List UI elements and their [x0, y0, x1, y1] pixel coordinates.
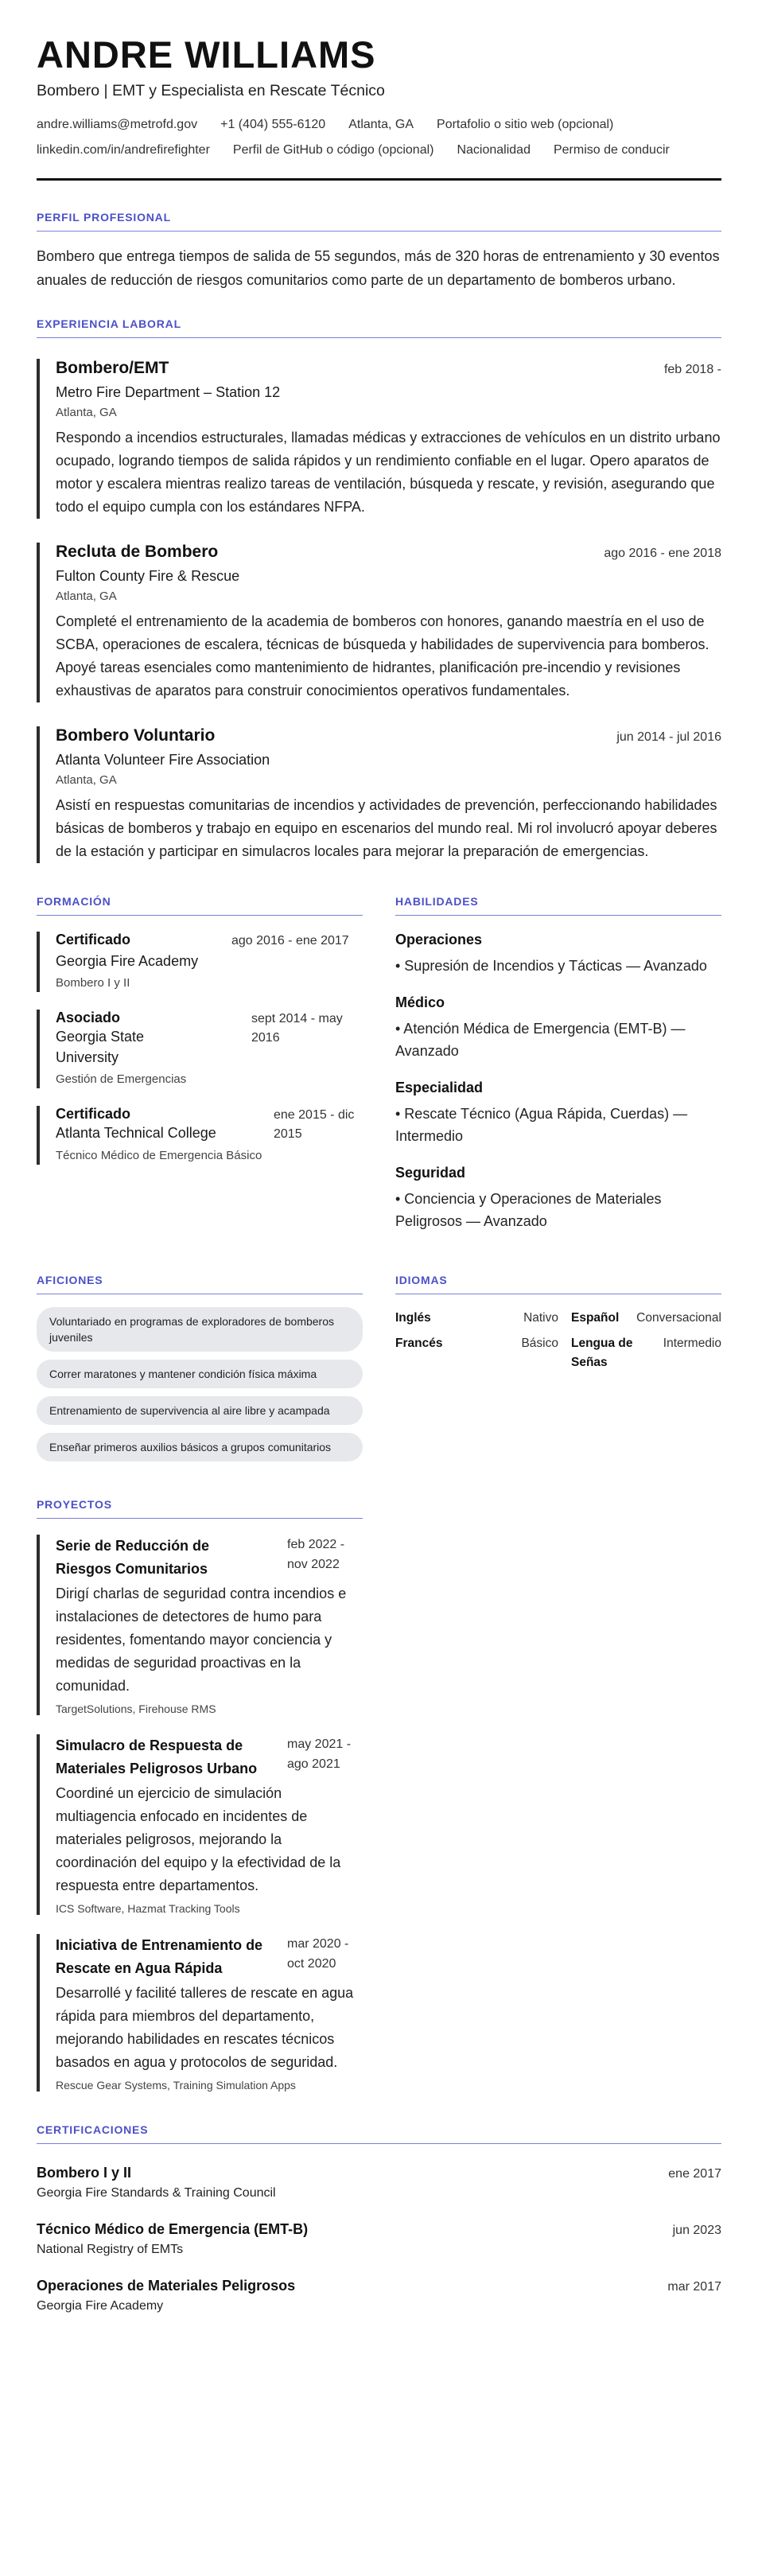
education-degree: Certificado	[56, 1106, 131, 1123]
skill-category: Médico	[395, 994, 445, 1011]
section-title-projects: PROYECTOS	[37, 1498, 363, 1519]
education-degree: Asociado	[56, 1010, 121, 1026]
certifications-section	[37, 2123, 721, 2313]
education-item	[37, 1010, 363, 1088]
language-row	[395, 1334, 721, 1372]
candidate-name: ANDRE WILLIAMS	[37, 33, 376, 76]
hobby-chip: Voluntariado en programas de exploradores de bomberos juveniles	[37, 1307, 363, 1352]
experience-company: Atlanta Volunteer Fire Association	[56, 752, 270, 769]
hobby-chip: Correr maratones y mantener condición física máxima	[37, 1360, 363, 1388]
certification-date: ene 2017	[668, 2167, 721, 2181]
language-level: Intermedio	[663, 1337, 721, 1351]
project-dates: mar 2020 - oct 2020	[287, 1937, 349, 1971]
experience-role: Recluta de Bombero	[56, 543, 219, 562]
hobby-chip: Entrenamiento de supervivencia al aire libre y acampada	[37, 1396, 363, 1425]
certification-name: Operaciones de Materiales Peligrosos	[37, 2278, 296, 2294]
experience-description: Completé el entrenamiento de la academia de bomberos con honores, ganando maestría en el uso de SCBA, operaciones de escalera, técnicas de búsqueda y habilidades de supervivencia para bomberos. Apoyé tareas esenciales como mantenimiento de hidrantes, planificación pre-incendio y revisiones exhaustivas de aparatos para construir conocimientos operativos fundamentales.	[56, 613, 709, 699]
certification-item	[37, 2165, 721, 2200]
contact-email[interactable]: andre.williams@metrofd.gov	[37, 118, 198, 132]
contact-portfolio[interactable]: Portafolio o sitio web (opcional)	[437, 118, 614, 132]
experience-description: Asistí en respuestas comunitarias de incendios y actividades de prevención, perfeccionando habilidades básicas de bomberos y trabajo en equipo en escenarios del mundo real. Mi rol involucró apoyar deberes de la estación y participar en simulacros locales para mejorar la preparación de emergencias.	[56, 797, 717, 860]
certification-name: Técnico Médico de Emergencia (EMT-B)	[37, 2221, 309, 2238]
candidate-headline: Bombero | EMT y Especialista en Rescate Técnico	[37, 82, 385, 100]
contact-location: Atlanta, GA	[348, 118, 414, 132]
section-title-education: FORMACIÓN	[37, 895, 363, 916]
language-name: Español	[571, 1311, 620, 1325]
skill-item: • Atención Médica de Emergencia (EMT-B) — Avanzado	[395, 1021, 686, 1060]
education-field: Gestión de Emergencias	[56, 1072, 187, 1087]
contact-list	[37, 118, 721, 158]
project-item	[37, 1934, 363, 2092]
project-tools: Rescue Gear Systems, Training Simulation Apps	[56, 2079, 296, 2092]
language-name: Lengua de Señas	[571, 1337, 633, 1370]
experience-item	[37, 543, 721, 702]
project-description: Dirigí charlas de seguridad contra incendios e instalaciones de detectores de humo para residentes, fomentando mayor conciencia y medidas de seguridad proactivas en la comunidad.	[56, 1586, 347, 1695]
project-tools: ICS Software, Hazmat Tracking Tools	[56, 1902, 240, 1916]
skill-group	[395, 994, 721, 1062]
education-dates: ago 2016 - ene 2017	[231, 934, 349, 948]
experience-location: Atlanta, GA	[56, 590, 117, 604]
education-dates: sept 2014 - may 2016	[251, 1012, 343, 1045]
skill-group	[395, 1165, 721, 1232]
language-level: Nativo	[523, 1311, 558, 1325]
education-school: Georgia State University	[56, 1029, 145, 1066]
certification-name: Bombero I y II	[37, 2165, 132, 2181]
profile-section	[37, 211, 721, 292]
experience-role: Bombero Voluntario	[56, 726, 216, 745]
experience-description: Respondo a incendios estructurales, llamadas médicas y extracciones de vehículos en un distrito urbano ocupado, logrando tiempos de salida rápidos y un rendimiento confiable en el lugar. Opero aparatos de motor y escalera mientras realizo tareas de ventilación, búsqueda y rescate, y revisión, asegurando que todo el equipo cumpla con los estándares NFPA.	[56, 430, 721, 516]
skill-item: • Supresión de Incendios y Tácticas — Avanzado	[395, 958, 707, 975]
contact-nationality: Nacionalidad	[457, 143, 531, 158]
certification-date: mar 2017	[667, 2280, 721, 2294]
skill-item: • Rescate Técnico (Agua Rápida, Cuerdas) — Intermedio	[395, 1106, 688, 1145]
skill-group	[395, 932, 721, 977]
project-dates: may 2021 - ago 2021	[287, 1737, 352, 1772]
project-title: Simulacro de Respuesta de Materiales Peligrosos Urbano	[56, 1737, 258, 1777]
education-field: Bombero I y II	[56, 976, 130, 990]
experience-dates: feb 2018 -	[663, 363, 721, 377]
skill-group	[395, 1080, 721, 1147]
contact-phone[interactable]: +1 (404) 555-6120	[220, 118, 326, 132]
language-name: Francés	[395, 1337, 443, 1351]
section-title-languages: IDIOMAS	[395, 1274, 721, 1294]
skills-section	[395, 895, 721, 1232]
hobbies-section	[37, 1274, 363, 1469]
project-title: Iniciativa de Entrenamiento de Rescate en Agua Rápida	[56, 1937, 263, 1977]
education-school: Georgia Fire Academy	[56, 953, 199, 970]
language-level: Básico	[521, 1337, 558, 1351]
experience-company: Fulton County Fire & Rescue	[56, 568, 240, 585]
project-description: Coordiné un ejercicio de simulación multiagencia enfocado en incidentes de materiales peligrosos, mejorando la coordinación del equipo y la efectividad de la respuesta entre departamentos.	[56, 1785, 341, 1894]
experience-item	[37, 726, 721, 863]
education-degree: Certificado	[56, 932, 131, 948]
project-tools: TargetSolutions, Firehouse RMS	[56, 1702, 216, 1716]
section-title-experience: EXPERIENCIA LABORAL	[37, 317, 721, 338]
contact-driving-license: Permiso de conducir	[553, 143, 670, 158]
experience-location: Atlanta, GA	[56, 773, 117, 788]
section-title-hobbies: AFICIONES	[37, 1274, 363, 1294]
education-dates: ene 2015 - dic 2015	[274, 1108, 355, 1142]
skill-category: Operaciones	[395, 932, 483, 948]
certification-date: jun 2023	[672, 2224, 721, 2238]
experience-section	[37, 317, 721, 863]
hobbies-languages-row	[37, 1274, 721, 1469]
certification-item	[37, 2278, 721, 2313]
languages-section	[395, 1274, 721, 1469]
skill-category: Seguridad	[395, 1165, 466, 1181]
experience-company: Metro Fire Department – Station 12	[56, 384, 281, 401]
education-section	[37, 895, 363, 1232]
project-dates: feb 2022 - nov 2022	[287, 1538, 345, 1572]
experience-dates: ago 2016 - ene 2018	[604, 547, 721, 561]
project-title: Serie de Reducción de Riesgos Comunitarios	[56, 1538, 210, 1578]
contact-linkedin[interactable]: linkedin.com/in/andrefirefighter	[37, 143, 210, 158]
education-item	[37, 932, 363, 992]
project-description: Desarrollé y facilité talleres de rescate en agua rápida para miembros del departamento, mejorando habilidades en rescates técnicos basados en agua y protocolos de seguridad.	[56, 1985, 354, 2071]
certification-item	[37, 2221, 721, 2257]
hobby-chip-list	[37, 1307, 363, 1461]
section-title-profile: PERFIL PROFESIONAL	[37, 211, 721, 232]
section-title-skills: HABILIDADES	[395, 895, 721, 916]
certification-issuer: Georgia Fire Academy	[37, 2299, 164, 2313]
certification-issuer: Georgia Fire Standards & Training Council	[37, 2186, 276, 2200]
header-divider	[37, 178, 721, 181]
education-skills-row	[37, 895, 721, 1232]
language-level: Conversacional	[636, 1311, 721, 1325]
experience-dates: jun 2014 - jul 2016	[616, 730, 721, 745]
experience-item	[37, 359, 721, 519]
experience-location: Atlanta, GA	[56, 406, 117, 420]
experience-role: Bombero/EMT	[56, 359, 169, 378]
language-name: Inglés	[395, 1311, 431, 1325]
project-item	[37, 1535, 363, 1715]
education-item	[37, 1106, 363, 1165]
education-school: Atlanta Technical College	[56, 1125, 216, 1142]
project-item	[37, 1734, 363, 1915]
contact-github[interactable]: Perfil de GitHub o código (opcional)	[232, 143, 434, 158]
skill-category: Especialidad	[395, 1080, 484, 1096]
projects-section	[37, 1498, 363, 2092]
skill-item: • Conciencia y Operaciones de Materiales Peligrosos — Avanzado	[395, 1191, 662, 1230]
section-title-certifications: CERTIFICACIONES	[37, 2123, 721, 2144]
education-field: Técnico Médico de Emergencia Básico	[56, 1149, 262, 1163]
language-row	[395, 1309, 721, 1328]
profile-summary: Bombero que entrega tiempos de salida de 55 segundos, más de 320 horas de entrenamiento y 30 eventos anuales de reducción de riesgos comunitarios como parte de un departamento de bomberos urbano.	[37, 248, 720, 289]
languages-table	[395, 1309, 721, 1372]
hobby-chip: Enseñar primeros auxilios básicos a grupos comunitarios	[37, 1433, 363, 1461]
resume-header	[37, 35, 721, 181]
certification-issuer: National Registry of EMTs	[37, 2243, 184, 2257]
